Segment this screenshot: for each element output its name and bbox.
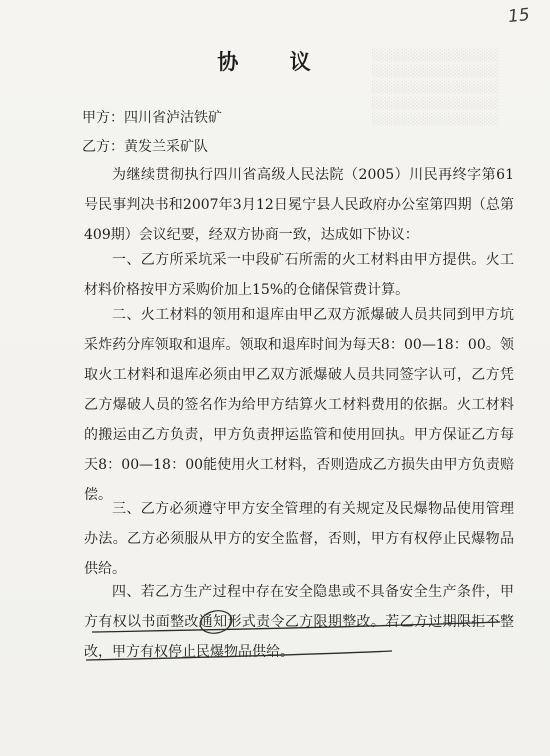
handwritten-page-number: 15: [507, 4, 531, 28]
clause-2: [84, 300, 514, 510]
document-title: 协 议: [217, 49, 333, 74]
clause-3: [84, 494, 514, 584]
clause-text: 一、乙方所采坑采一中段矿石所需的火工材料由甲方提供。火工材料价格按甲方采购价加上15%的仓储保管费计算。: [84, 252, 514, 298]
clause-text: 四、若乙方生产过程中存在安全隐患或不具备安全生产条件，甲方有权以书面整改通知形式责令乙方限期整改。若乙方过期限拒不整改，甲方有权停止民爆物品供给。: [84, 584, 514, 660]
intro-text: 为继续贯彻执行四川省高级人民法院（2005）川民再终字第61号民事判决书和2007年3月12日冕宁县人民政府办公室第四期（总第409期）会议纪要，经双方协商一致，达成如下协议：: [84, 167, 514, 243]
party-b: 乙方：黄发兰采矿队: [82, 139, 208, 155]
clause-text: 二、火工材料的领用和退库由甲乙双方派爆破人员共同到甲方坑采炸药分库领取和退库。领取和退库时间为每天8：00—18：00。领取火工材料和退库必须由甲乙双方派爆破人员共同签字认可，乙方凭乙方爆破人员的签名作为给甲方结算火工材料费用的依据。火工材料的搬运由乙方负责，甲方负责押运监管和使用回执。甲方保证乙方每天8：00—18：00能使用火工材料，否则造成乙方损失由甲方负责赔偿。: [84, 307, 514, 503]
clause-1: [84, 245, 514, 305]
clause-text: 三、乙方必须遵守甲方安全管理的有关规定及民爆物品使用管理办法。乙方必须服从甲方的安全监督，否则，甲方有权停止民爆物品供给。: [84, 501, 514, 577]
intro-paragraph: [84, 160, 514, 250]
party-a: 甲方：四川省泸沽铁矿: [82, 110, 222, 126]
bleed-through-text: ░░░░░░░░░░░░░░░ ░░░░░░░░░░░░░░░ ░░░░░░░░░░░░░░░ ░░░░░░░░░░░░░░░ ░░░░░░░░░░░░░░░: [372, 49, 499, 126]
clause-4: [84, 577, 514, 667]
